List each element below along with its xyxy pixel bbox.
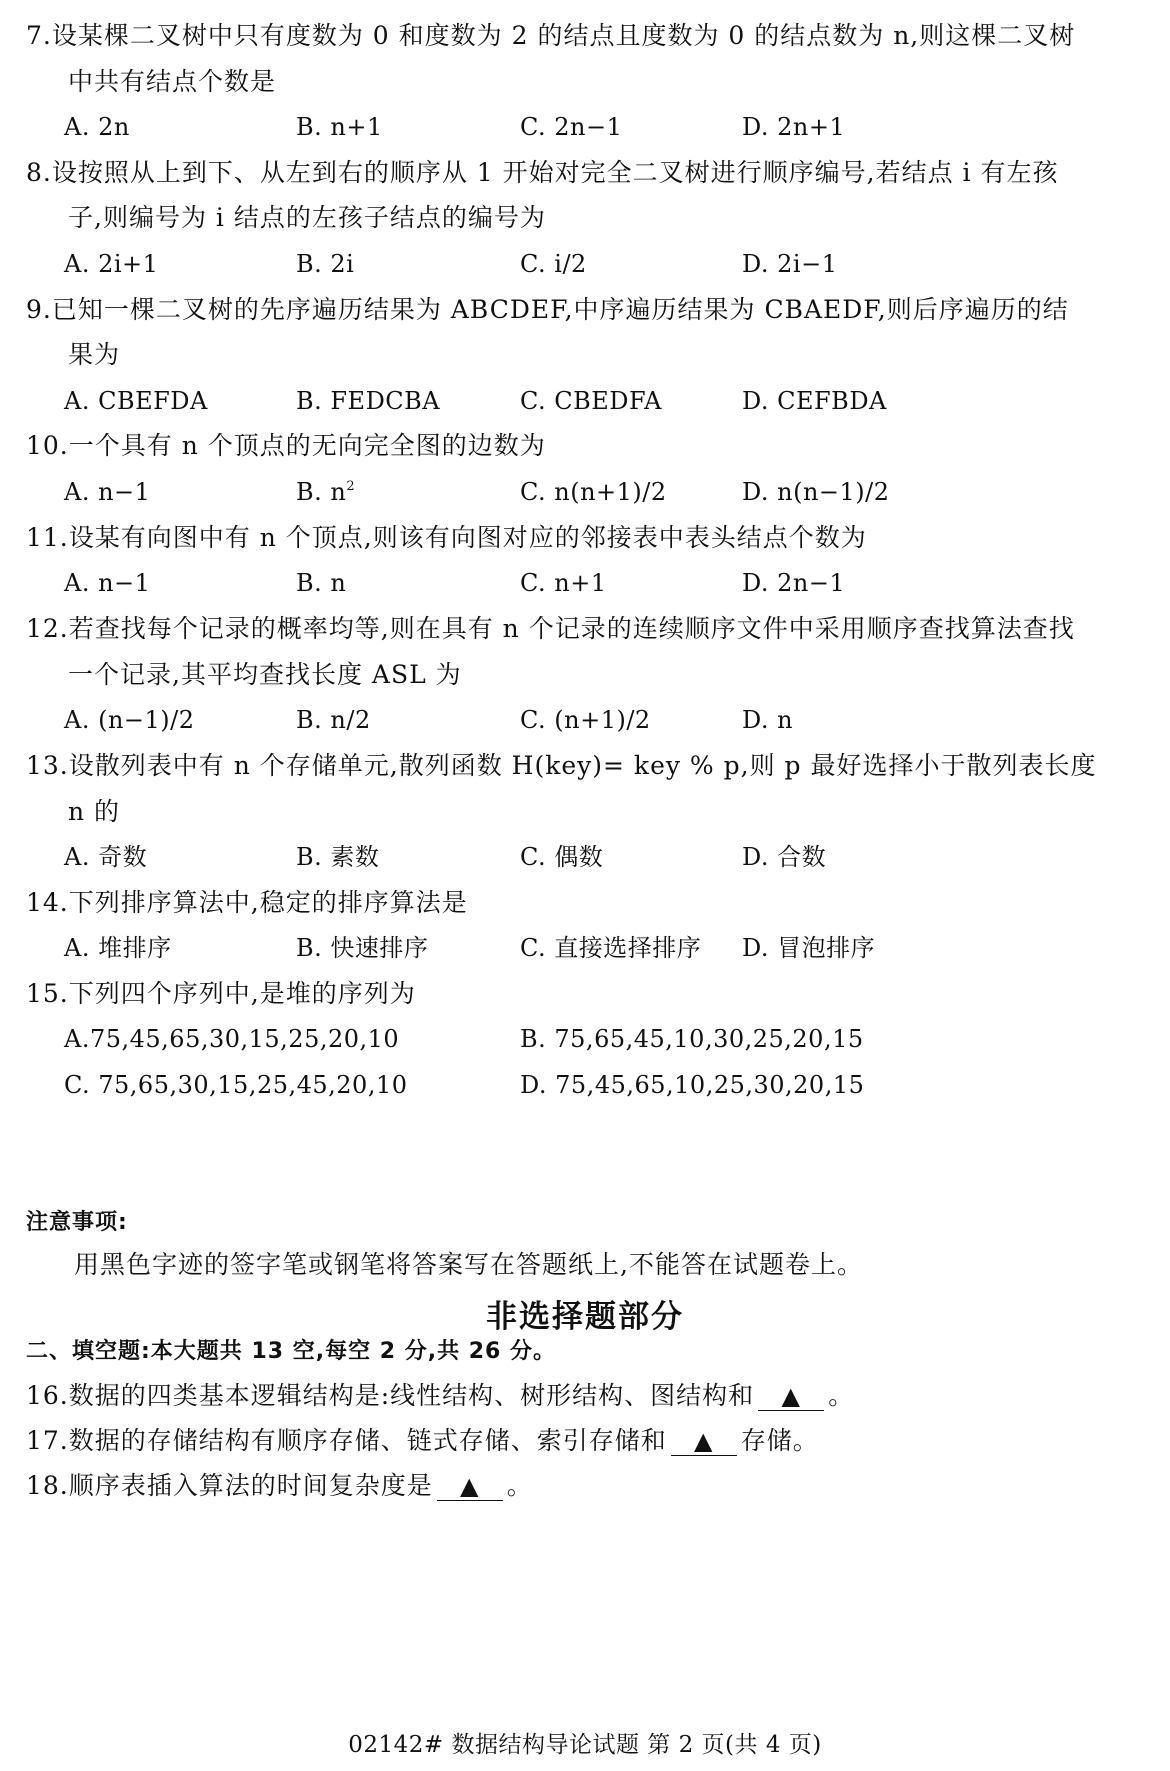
question-9-option-c: C. CBEDFA (520, 387, 662, 415)
question-16 (26, 1380, 854, 1412)
question-8-option-a: A. 2i+1 (64, 250, 159, 278)
notice-text: 用黑色字迹的签字笔或钢笔将答案写在答题纸上,不能答在试题卷上。 (74, 1250, 863, 1279)
question-11-option-d: D. 2n−1 (742, 569, 846, 597)
question-12-option-a: A. (n−1)/2 (64, 706, 195, 734)
question-9-option-d: D. CEFBDA (742, 387, 887, 415)
question-8-option-c: C. i/2 (520, 250, 587, 278)
question-11-option-a: A. n−1 (64, 569, 151, 597)
page-footer: 02142# 数据结构导论试题 第 2 页(共 4 页) (348, 1732, 822, 1758)
question-15-option-c: C. 75,65,30,15,25,45,20,10 (64, 1071, 408, 1099)
question-10-stem: 10.一个具有 n 个顶点的无向完全图的边数为 (26, 431, 546, 460)
question-13-stem: 13.设散列表中有 n 个存储单元,散列函数 H(key)= key % p,则 p 最好选择小于散列表长度 (26, 751, 1097, 780)
question-14-option-b: B. 快速排序 (296, 934, 429, 962)
question-18-text: 18.顺序表插入算法的时间复杂度是 (26, 1471, 433, 1500)
question-7-option-a: A. 2n (64, 113, 130, 141)
question-13-option-d: D. 合数 (742, 843, 827, 871)
question-13-option-a: A. 奇数 (64, 843, 148, 871)
question-11-option-c: C. n+1 (520, 569, 607, 597)
answer-blank: ▲ (437, 1472, 503, 1501)
question-11-option-b: B. n (296, 569, 347, 597)
question-14-stem: 14.下列排序算法中,稳定的排序算法是 (26, 888, 468, 917)
question-7-option-b: B. n+1 (296, 113, 383, 141)
option-b-text: B. n (296, 478, 347, 506)
question-18 (26, 1470, 533, 1502)
question-15-option-a: A.75,45,65,30,15,25,20,10 (64, 1025, 400, 1053)
question-8-option-b: B. 2i (296, 250, 355, 278)
answer-blank: ▲ (671, 1427, 737, 1456)
question-7-option-d: D. 2n+1 (742, 113, 846, 141)
question-13-option-b: B. 素数 (296, 843, 380, 871)
question-16-suffix: 。 (828, 1381, 855, 1410)
question-7-stem: 7.设某棵二叉树中只有度数为 0 和度数为 2 的结点且度数为 0 的结点数为 n,则这棵二叉树 (26, 21, 1076, 50)
question-13-option-c: C. 偶数 (520, 843, 604, 871)
question-17-suffix: 存储。 (740, 1426, 819, 1455)
section-title: 非选择题部分 (486, 1299, 684, 1335)
part-two-heading: 二、填空题:本大题共 13 空,每空 2 分,共 26 分。 (26, 1339, 557, 1364)
question-9-stem: 9.已知一棵二叉树的先序遍历结果为 ABCDEF,中序遍历结果为 CBAEDF,则后序遍历的结 (26, 295, 1069, 324)
question-12-stem-cont: 一个记录,其平均查找长度 ASL 为 (68, 660, 462, 689)
question-10-option-d: D. n(n−1)/2 (742, 478, 890, 506)
question-8-stem: 8.设按照从上到下、从左到右的顺序从 1 开始对完全二叉树进行顺序编号,若结点 i 有左孩 (26, 158, 1059, 187)
question-14-option-d: D. 冒泡排序 (742, 934, 876, 962)
question-15-option-b: B. 75,65,45,10,30,25,20,15 (520, 1025, 864, 1053)
question-16-text: 16.数据的四类基本逻辑结构是:线性结构、树形结构、图结构和 (26, 1381, 755, 1410)
answer-blank: ▲ (758, 1382, 824, 1411)
superscript: 2 (346, 479, 356, 494)
question-8-option-d: D. 2i−1 (742, 250, 838, 278)
notice-label: 注意事项: (26, 1210, 128, 1235)
question-12-option-b: B. n/2 (296, 706, 371, 734)
question-13-stem-cont: n 的 (68, 797, 121, 826)
question-8-stem-cont: 子,则编号为 i 结点的左孩子结点的编号为 (68, 203, 546, 232)
question-12-option-c: C. (n+1)/2 (520, 706, 651, 734)
question-7-stem-cont: 中共有结点个数是 (68, 67, 277, 96)
question-17 (26, 1425, 819, 1457)
question-15-option-d: D. 75,45,65,10,25,30,20,15 (520, 1071, 865, 1099)
question-17-text: 17.数据的存储结构有顺序存储、链式存储、索引存储和 (26, 1426, 667, 1455)
question-7-option-c: C. 2n−1 (520, 113, 623, 141)
question-12-stem: 12.若查找每个记录的概率均等,则在具有 n 个记录的连续顺序文件中采用顺序查找算法查找 (26, 614, 1075, 643)
question-10-option-c: C. n(n+1)/2 (520, 478, 667, 506)
question-12-option-d: D. n (742, 706, 794, 734)
question-14-option-c: C. 直接选择排序 (520, 934, 702, 962)
question-9-option-a: A. CBEFDA (64, 387, 208, 415)
question-18-suffix: 。 (506, 1471, 533, 1500)
question-11-stem: 11.设某有向图中有 n 个顶点,则该有向图对应的邻接表中表头结点个数为 (26, 523, 867, 552)
question-9-option-b: B. FEDCBA (296, 387, 441, 415)
question-10-option-b (296, 476, 355, 508)
question-15-stem: 15.下列四个序列中,是堆的序列为 (26, 979, 416, 1008)
question-14-option-a: A. 堆排序 (64, 934, 172, 962)
question-9-stem-cont: 果为 (68, 340, 121, 369)
question-10-option-a: A. n−1 (64, 478, 151, 506)
